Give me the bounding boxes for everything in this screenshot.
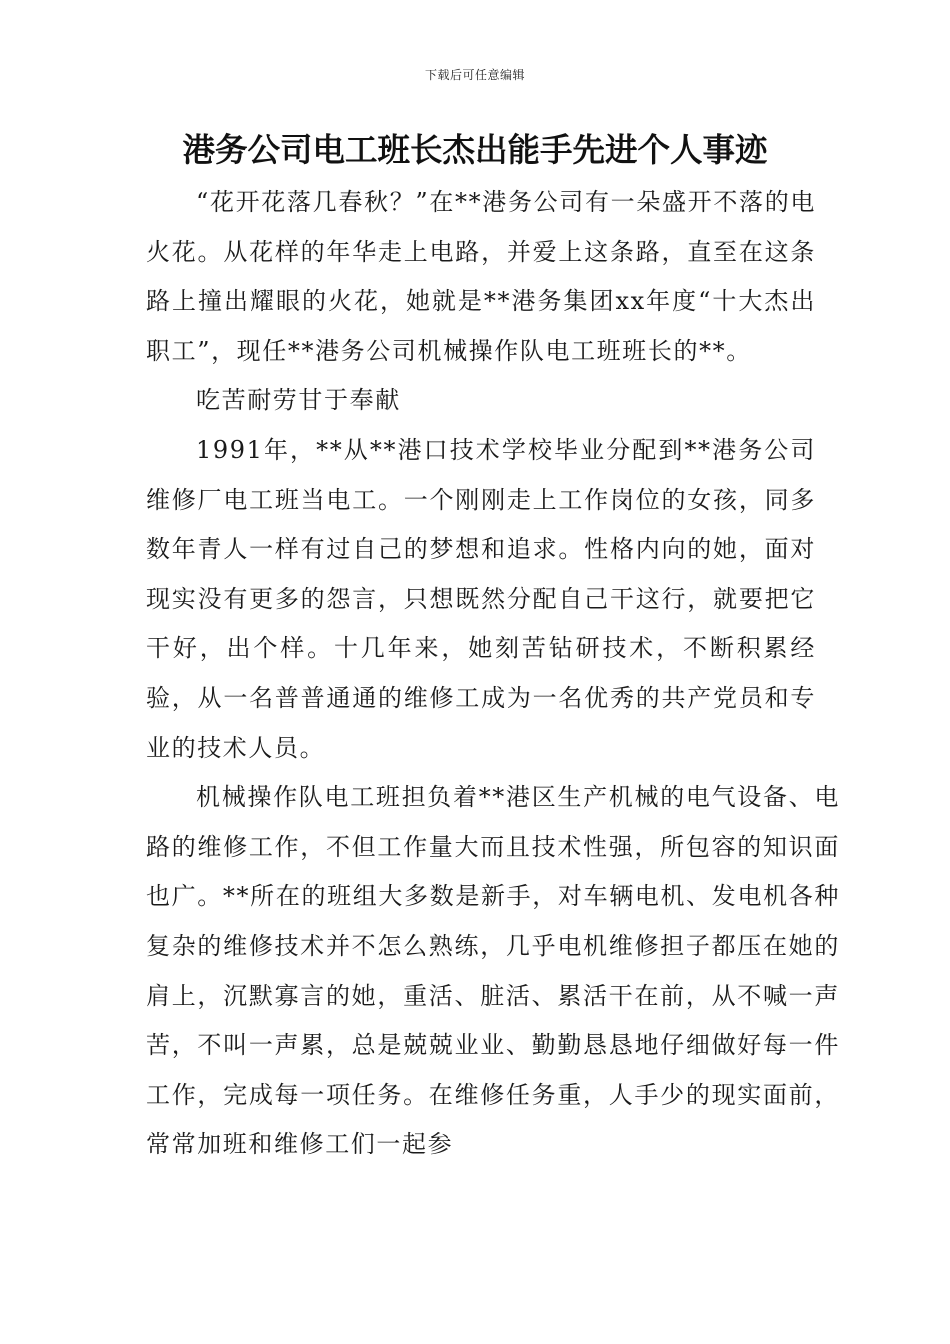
paragraph-intro: “花开花落几春秋？”在**港务公司有一朵盛开不落的电火花。从花样的年华走上电路，并爱上这条路，直至在这条路上撞出耀眼的火花，她就是**港务集团xx年度“十大杰出职工”，现任**港务公司机械操作队电工班班长的**。 — [146, 188, 816, 365]
paragraph-career: 1991年，**从**港口技术学校毕业分配到**港务公司维修厂电工班当电工。一个刚刚走上工作岗位的女孩，同多数年青人一样有过自己的梦想和追求。性格内向的她，面对现实没有更多的怨言，只想既然分配自己干这行，就要把它干好，出个样。十几年来，她刻苦钻研技术，不断积累经验，从一名普普通通的维修工成为一名优秀的共产党员和专业的技术人员。 — [146, 435, 816, 762]
document-title: 港务公司电工班长杰出能手先进个人事迹 — [182, 131, 768, 169]
section-heading: 吃苦耐劳甘于奉献 — [196, 386, 401, 415]
document-body — [146, 178, 840, 1170]
paragraph-team-work: 机械操作队电工班担负着**港区生产机械的电气设备、电路的维修工作，不但工作量大而且技术性强，所包容的知识面也广。**所在的班组大多数是新手，对车辆电机、发电机各种复杂的维修技术并不怎么熟练，几乎电机维修担子都压在她的肩上，沉默寡言的她，重活、脏活、累活干在前，从不喊一声苦，不叫一声累，总是兢兢业业、勤勤恳恳地仔细做好每一件工作，完成每一项任务。在维修任务重，人手少的现实面前，常常加班和维修工们一起参 — [146, 783, 840, 1159]
header-note: 下载后可任意编辑 — [424, 68, 525, 82]
